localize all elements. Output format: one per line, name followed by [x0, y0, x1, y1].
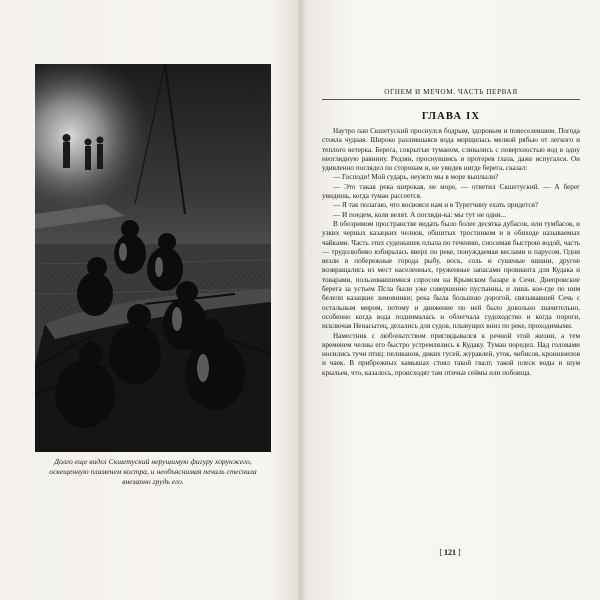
page-number	[300, 548, 600, 557]
header-rule	[322, 99, 580, 100]
running-head: ОГНЕМ И МЕЧОМ. ЧАСТЬ ПЕРВАЯ	[384, 88, 518, 96]
paragraph: — Я так полагаю, что восвояси нам и в Туретчину ехать придется?	[333, 201, 539, 210]
boat-engraving-icon	[35, 64, 271, 452]
right-page	[300, 0, 600, 600]
paragraph: Наместник с любопытством приглядывался к речной этой жизни, а тем временем челны его быстро устремлялись к Кудаку. Туман поредел. Над головами носились тучи птиц: пеликанов, диких гусей, журавлей, уток, чибисов, кроншнепов и чаек. В прибрежных камышах стоял такой гвалт, такой плеск воды и шум крыльев, что, казалось, происходят там птичьи сеймы или побоища.	[322, 331, 580, 377]
illustration	[35, 64, 271, 452]
page-number-value: 121	[444, 548, 456, 557]
body-text	[322, 127, 580, 378]
chapter-title: ГЛАВА IX	[421, 111, 481, 122]
paragraph: — Это такая река широкая, не море, — ответил Скшетуский. — А берег увидишь, когда туман рассеется.	[322, 182, 580, 201]
illustration-caption: Долго еще видел Скшетуский нерушимую фигуру хорунжего, освещенную пламенем костра, и необъяснимая печаль стеснила внезапно грудь его.	[49, 457, 257, 486]
page-number-right-bracket: ]	[458, 548, 461, 557]
paragraph: Наутро пан Скшетуский проснулся бодрым, здоровым и повеселевшим. Погода стояла чудная. Широко разлившаяся вода морщилась мелкой рябью от легкого и теплого ветерка. Берега, сокрытые туманом, сливались с поверхностью вод в одну неоглядную равнину. Редзян, проснувшись и протерев глаза, даже испугался. Он удивленно поглядел по сторонам и, не увидев нигде берега, сказал:	[322, 127, 580, 173]
paragraph: — И поедем, коли велят. А погляди-ка: мы тут не одни...	[333, 210, 506, 219]
page-number-left-bracket: [	[439, 548, 442, 557]
paragraph: В обозримом пространстве видать было более десятка дубасов, или тумбасов, и узких черных казацких челнов, обшитых тростником и в обиходе называемых чайками. Часть этих суденышек плыла по течению, сносимая быстрою водой, часть — трудолюбиво взбиралась вверх по реке, понуждаемая веслами и парусом. Одни везли в побережные города рыбу, воск, соль и сушеные вишни, другие возвращались из мест населенных, груженные запасами провианта для Кудака и товарами, пользовавшимися спросом на Крымском базаре в Сечи. Днепровские берега за устьем Пслa были уже совершенно пустынны, и лишь кое-где по ним белели казацкие зимовники; река была большою дорогой, связывавшей Сечь с остальным миром, потому и движение по ней было довольно значительно, особенно когда вода поднималась и облегчала судоходство и когда пороги, исключая Ненасытец, делались для судов, плывущих вниз по реке, проходимыми.	[322, 219, 580, 331]
paragraph: — Господи! Мой сударь, неужто мы в море выплыли?	[333, 173, 499, 182]
